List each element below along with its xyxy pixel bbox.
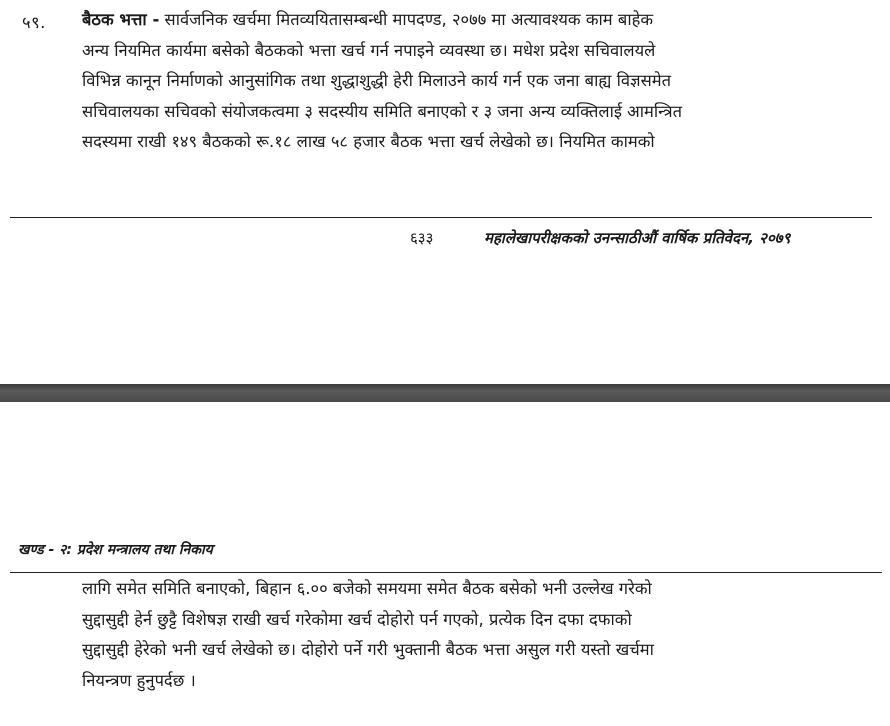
paragraph-meeting-allowance: [82, 5, 862, 158]
paragraph-line-1: [82, 5, 862, 36]
page-separator: [0, 384, 890, 402]
paragraph-line-2: अन्य नियमित कार्यमा बसेको बैठकको भत्ता खर्च गर्न नपाइने व्यवस्था छ। मधेश प्रदेश सचिवालयले: [82, 40, 656, 60]
paragraph-continuation: [82, 574, 862, 696]
section-header: खण्ड - २: प्रदेश मन्त्रालय तथा निकाय: [18, 542, 213, 558]
paragraph-line-2: सुद्दासुद्दी हेर्न छुट्टै विशेषज्ञ राखी खर्च गरेकोमा खर्च दोहोरो पर्न गएको, प्रत्येक दिन दफा दफाको: [82, 609, 632, 629]
paragraph-line-4: सचिवालयका सचिवको संयोजकत्वमा ३ सदस्यीय समिति बनाएको र ३ जना अन्य व्यक्तिलाई आमन्त्रित: [82, 101, 683, 121]
paragraph-line-1: लागि समेत समिति बनाएको, बिहान ६.०० बजेको समयमा समेत बैठक बसेको भनी उल्लेख गरेको: [82, 579, 652, 598]
paragraph-line-3: सुद्दासुद्दी हेरेको भनी खर्च लेखेको छ। दोहोरो पर्ने गरी भुक्तानी बैठक भत्ता असुल गरी यस्तो खर्चमा: [82, 640, 654, 659]
footer-divider: [10, 217, 872, 218]
paragraph-heading: बैठक भत्ता -: [82, 10, 160, 29]
paragraph-number: ५९.: [22, 13, 46, 32]
paragraph-line-5: सदस्यमा राखी १४९ बैठकको रू.१८ लाख ५८ हजार बैठक भत्ता खर्च लेखेको छ। नियमित कामको: [82, 132, 655, 151]
paragraph-text: सार्वजनिक खर्चमा मितव्ययितासम्बन्धी मापदण्ड, २०७७ मा अत्यावश्यक काम बाहेक: [159, 10, 654, 29]
paragraph-line-3: विभिन्न कानून निर्माणको आनुसांगिक तथा शुद्धाशुद्धी हेरी मिलाउने कार्य गर्न एक जना बाह्य विज्ञसमेत: [82, 71, 672, 90]
footer-report-title: महालेखापरीक्षकको उनन्साठीऔं वार्षिक प्रतिवेदन, २०७९: [484, 229, 791, 247]
paragraph-line-4: नियन्त्रण हुनुपर्दछ ।: [82, 670, 196, 690]
header-divider: [10, 572, 882, 573]
footer-page-number: ६३३: [410, 229, 434, 247]
bottom-page: [0, 402, 890, 726]
